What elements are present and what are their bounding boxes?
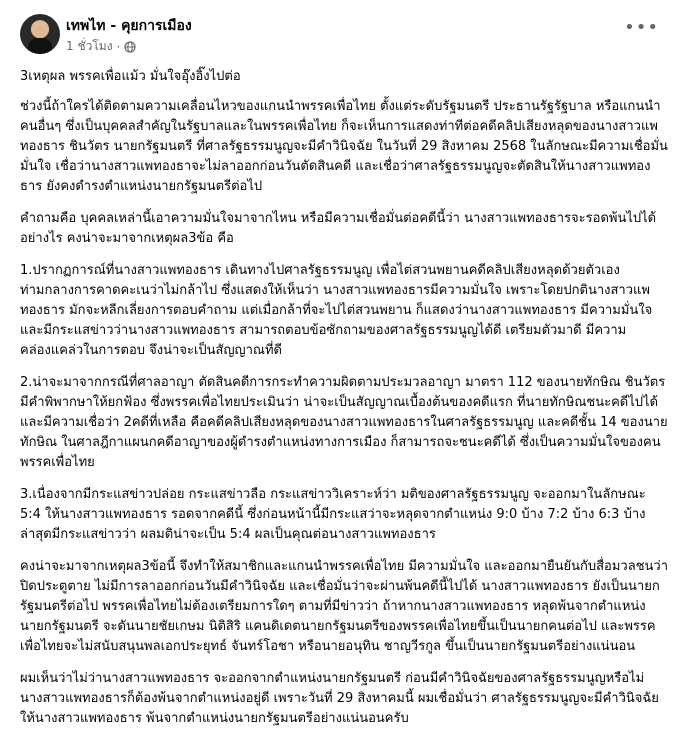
post-meta xyxy=(66,37,136,56)
post-paragraph: 2.น่าจะมาจากกรณีที่ศาลอาญา ตัดสินคดีการกระทำความผิดตามประมวลอาญา มาตรา 112 ของนายทักษิณ ชินวัตร มีคำพิพากษาให้ยกฟ้อง ซึ่งพรรคเพื่อไทยประเมินว่า น่าจะเป็นสัญญาณเบื้องต้นของคดีแรก ที่นายทักษิณชนะคดีไปได้ และมีความเชื่อว่า 2คดีที่เหลือ คือคดีคลิปเสียงหลุดของนางสาวแพทองธารในศาลรัฐธรรมนูญ และคดีชั้น 14 ของนายทักษิณ ในศาลฎีกาแผนกคดีอาญาของผู้ดำรงตำแหน่งทางการเมือง ก็สามารถจะชนะคดีได้ ซึ่งเป็นความมั่นใจของคนพรรคเพื่อไทย xyxy=(20,375,668,470)
post-paragraph: คำถามคือ บุคคลเหล่านี้เอาความมั่นใจมาจากไหน หรือมีความเชื่อมั่นต่อคดีนี้ว่า นางสาวแพทองธารจะรอดพ้นไปได้อย่างไร คงน่าจะมาจากเหตุผล3ข้อ คือ xyxy=(20,211,657,246)
post-content xyxy=(20,67,668,741)
post-header xyxy=(20,12,675,56)
post-paragraph: คงน่าจะมาจากเหตุผล3ข้อนี้ จึงทำให้สมาชิกและแกนนำพรรคเพื่อไทย มีความมั่นใจ และออกมายืนยันกับสื่อมวลชนว่า ปิดประตูตาย ไม่มีการลาออกก่อนวันมีคำวินิจฉัย และเชื่อมั่นว่าจะผ่านพ้นคดีนี้ไปได้ นางสาวแพทองธาร ยังเป็นนายกรัฐมนตรีต่อไป พรรคเพื่อไทยไม่ต้องเตรียมการใดๆ ตามที่มีข่าวว่า ถ้าหากนางสาวแพทองธาร หลุดพ้นจากตำแหน่งนายกรัฐมนตรี จะดันนายชัยเกษม นิติสิริ แคนดิเดตนายกรัฐมนตรีของพรรคเพื่อไทยขึ้นเป็นนายกคนต่อไป และพรรคเพื่อไทยจะไม่สนับสนุนพลเอกประยุทธ์ จันทร์โอชา หรือนายอนุทิน ชาญวีรกูล ขึ้นเป็นนายกรัฐมนตรีอย่างแน่นอน xyxy=(20,559,669,654)
post-time[interactable]: 1 ชั่วโมง xyxy=(66,39,113,53)
post-paragraph: 3.เนื่องจากมีกระแสข่าวปล่อย กระแสข่าวลือ กระแสข่าววิเคราะห์ว่า มติของศาลรัฐธรรมนูญ จะออกมาในลักษณะ 5:4 ให้นางสาวแพทองธาร รอดจากคดีนี้ ซึ่งก่อนหน้านี้มีกระแสว่าจะหลุดจากตำแหน่ง 9:0 บ้าง 7:2 บ้าง 6:3 บ้าง ล่าสุดมีกระแสข่าวว่า ผลมติน่าจะเป็น 5:4 ผลเป็นคุณต่อนางสาวแพทองธาร xyxy=(20,487,646,542)
post-paragraph: ผมเห็นว่าไม่ว่านางสาวแพทองธาร จะออกจากตำแหน่งนายกรัฐมนตรี ก่อนมีคำวินิจฉัยของศาลรัฐธรรมนูญหรือไม่ นางสาวแพทองธารก็ต้องพ้นจากตำแหน่งอยู่ดี เพราะวันที่ 29 สิงหาคมนี้ ผมเชื่อมั่นว่า ศาลรัฐธรรมนูญจะมีคำวินิจฉัยให้นางสาวแพทองธาร พ้นจากตำแหน่งนายกรัฐมนตรีอย่างแน่นอนครับ xyxy=(20,671,659,726)
more-horizontal-icon[interactable]: ••• xyxy=(624,17,659,38)
globe-icon xyxy=(124,41,136,53)
post-paragraph: 1.ปรากฏการณ์ที่นางสาวแพทองธาร เดินทางไปศาลรัฐธรรมนูญ เพื่อไต่สวนพยานคดีคลิปเสียงหลุดด้วยตัวเอง ท่ามกลางการคาดคะเนว่าไม่กล้าไป ซึ่งแสดงให้เห็นว่า นางสาวแพทองธารมีความมั่นใจ เพราะโดยปกตินางสาวแพทองธาร มักจะหลีกเลี่ยงการตอบคำถาม แต่เมื่อกล้าที่จะไปไต่สวนพยาน ก็แสดงว่านางสาวแพทองธาร มีความมั่นใจ และมีกระแสข่าวว่านางสาวแพทองธาร สามารถตอบข้อซักถามของศาลรัฐธรรมนูญได้ดี เตรียมตัวมาดี มีความคล่องแคล่วในการตอบ จึงน่าจะเป็นสัญญาณที่ดี xyxy=(20,263,653,358)
avatar[interactable] xyxy=(20,14,60,54)
post-headline: 3เหตุผล พรรคเพื่อแม้ว มั่นใจอุ๊งอิ๊งไปต่อ xyxy=(20,69,241,84)
post-paragraph: ช่วงนี้ถ้าใครได้ติดตามความเคลื่อนไหวของแกนนำพรรคเพื่อไทย ตั้งแต่ระดับรัฐมนตรี ประธานรัฐรัฐบาล หรือแกนนำคนอื่นๆ ซึ่งเป็นบุคคลสำคัญในรัฐบาลและในพรรคเพื่อไทย ก็จะเห็นการแสดงท่าทีต่อคดีคลิปเสียงหลุดของนางสาวแพทองธาร ชินวัตร นายกรัฐมนตรี ที่ศาลรัฐธรรมนูญจะมีคำวินิจฉัย ในวันที่ 29 สิงหาคม 2568 ในลักษณะมีความเชื่อมั่น มั่นใจ เชื่อว่านางสาวแพทองธาจะไม่ลาออกก่อนวันตัดสินคดี และเชื่อว่าศาลรัฐธรรมนูญจะตัดสินให้นางสาวแพทองธาร ยังคงดำรงตำแหน่งนายกรัฐมนตรีต่อไป xyxy=(20,99,668,194)
author-name[interactable]: เทพไท - คุยการเมือง xyxy=(66,18,192,34)
separator-dot: · xyxy=(116,39,121,54)
